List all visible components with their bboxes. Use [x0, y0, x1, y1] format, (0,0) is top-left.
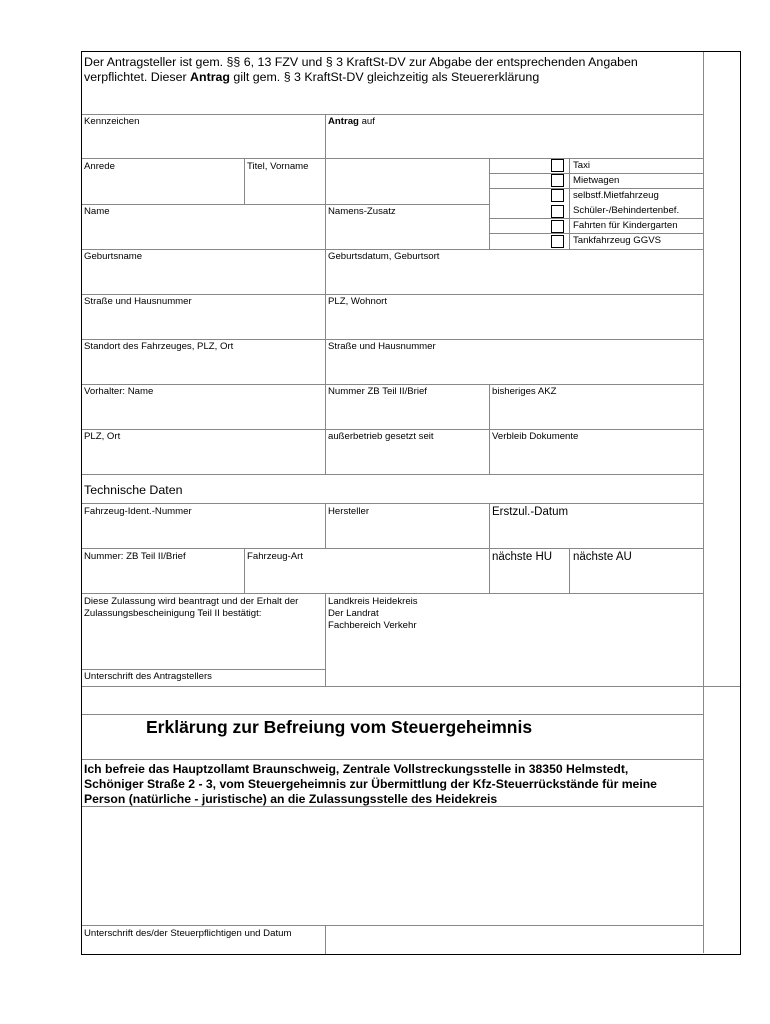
nummer-zb-brief-field[interactable]	[328, 399, 486, 427]
waiver-line-3: Person (natürliche - juristische) an die Zulassungsstelle des Heidekreis	[84, 792, 498, 806]
row-divider	[82, 204, 489, 205]
fahrzeug-art-field[interactable]	[247, 564, 487, 591]
row-divider	[82, 686, 740, 687]
option-label-taxi: Taxi	[573, 160, 591, 171]
strasse-hausnummer-field[interactable]	[84, 309, 322, 337]
intro-antrag-bold: Antrag	[190, 70, 230, 84]
vorhalter-name-field[interactable]	[84, 399, 322, 427]
standort-strasse-field[interactable]	[328, 354, 700, 382]
name-field[interactable]	[84, 219, 322, 247]
geburtsname-field[interactable]	[84, 264, 322, 292]
authority-line-2: Der Landrat	[328, 608, 379, 619]
label-nummer-zb: Nummer: ZB Teil II/Brief	[84, 551, 186, 562]
namens-zusatz-field[interactable]	[328, 219, 486, 247]
col-divider	[569, 158, 570, 249]
option-label-schueler-behindertenbef: Schüler-/Behindertenbef.	[573, 205, 680, 216]
col-divider	[325, 593, 326, 686]
col-divider	[569, 548, 570, 593]
bisheriges-akz-field[interactable]	[492, 399, 700, 427]
row-divider	[82, 759, 703, 760]
naechste-hu-field[interactable]	[492, 566, 567, 591]
row-divider	[82, 339, 703, 340]
col-divider	[244, 158, 245, 204]
label-geburtsdatum-ort: Geburtsdatum, Geburtsort	[328, 251, 440, 262]
ausserbetrieb-field[interactable]	[328, 444, 486, 472]
col-divider	[325, 249, 326, 474]
waiver-line-2: Schöniger Straße 2 - 3, vom Steuergeheimnis zur Übermittlung der Kfz-Steuerrückstände für meine	[84, 777, 657, 791]
checkbox-tankfahrzeug-ggvs[interactable]	[551, 235, 564, 248]
row-divider	[82, 294, 703, 295]
checkbox-mietwagen[interactable]	[551, 174, 564, 187]
plz-ort-field[interactable]	[84, 444, 322, 472]
confirmation-line-1: Diese Zulassung wird beantragt und der Erhalt der	[84, 596, 299, 607]
row-divider	[82, 429, 703, 430]
nummer-zb-field[interactable]	[84, 564, 242, 591]
label-strasse-hausnummer: Straße und Hausnummer	[84, 296, 192, 307]
authority-line-1: Landkreis Heidekreis	[328, 596, 418, 607]
label-erstzul-datum: Erstzul.-Datum	[492, 506, 569, 518]
label-fahrzeug-ident-nummer: Fahrzeug-Ident.-Nummer	[84, 506, 192, 517]
fahrzeug-ident-nummer-field[interactable]	[84, 519, 322, 546]
intro-line-2-suffix: gilt gem. § 3 KraftSt-DV gleichzeitig als Steuererklärung	[229, 70, 540, 84]
signature-taxpayer-label: Unterschrift des/der Steuerpflichtigen und Datum	[84, 928, 292, 939]
row-divider	[82, 384, 703, 385]
geburtsdatum-ort-field[interactable]	[328, 264, 700, 292]
row-divider	[82, 158, 703, 159]
erstzul-datum-field[interactable]	[492, 521, 700, 546]
naechste-au-field[interactable]	[573, 566, 700, 591]
label-anrede: Anrede	[84, 161, 115, 172]
checkbox-fahrten-kindergarten[interactable]	[551, 220, 564, 233]
row-divider	[82, 669, 325, 670]
antrag-bold: Antrag	[328, 116, 359, 127]
label-plz-ort: PLZ, Ort	[84, 431, 121, 442]
label-naechste-hu: nächste HU	[492, 551, 553, 563]
antrag-rest: auf	[358, 116, 375, 127]
row-divider	[82, 548, 703, 549]
signature-taxpayer-field[interactable]	[328, 928, 700, 952]
titel-vorname-field[interactable]	[247, 174, 487, 202]
label-standort: Standort des Fahrzeuges, PLZ, Ort	[84, 341, 234, 352]
label-ausserbetrieb: außerbetrieb gesetzt seit	[328, 431, 434, 442]
label-naechste-au: nächste AU	[573, 551, 632, 563]
label-hersteller: Hersteller	[328, 506, 370, 517]
standort-field[interactable]	[84, 354, 322, 382]
col-divider	[489, 384, 490, 474]
anrede-field[interactable]	[84, 174, 242, 202]
col-divider	[325, 925, 326, 954]
option-label-selbstf-mietfahrzeug: selbstf.Mietfahrzeug	[573, 190, 659, 201]
label-titel-vorname: Titel, Vorname	[247, 161, 309, 172]
label-antrag-auf	[328, 116, 375, 128]
label-verbleib-dokumente: Verbleib Dokumente	[492, 431, 579, 442]
label-namens-zusatz: Namens-Zusatz	[328, 206, 396, 217]
row-divider	[82, 114, 703, 115]
plz-wohnort-field[interactable]	[328, 309, 700, 337]
label-nummer-zb-brief: Nummer ZB Teil II/Brief	[328, 386, 427, 397]
signature-applicant-field[interactable]	[84, 622, 322, 667]
col-divider	[325, 503, 326, 548]
row-divider	[82, 925, 703, 926]
option-label-fahrten-kindergarten: Fahrten für Kindergarten	[573, 220, 678, 231]
option-label-tankfahrzeug-ggvs: Tankfahrzeug GGVS	[573, 235, 661, 246]
signature-taxpayer-area[interactable]	[84, 809, 700, 922]
row-divider	[82, 714, 703, 715]
confirmation-line-2: Zulassungsbescheinigung Teil II bestätigt:	[84, 608, 262, 619]
option-divider	[489, 233, 703, 234]
checkbox-selbstf-mietfahrzeug[interactable]	[551, 189, 564, 202]
row-divider	[82, 593, 703, 594]
label-name: Name	[84, 206, 110, 217]
label-bisheriges-akz: bisheriges AKZ	[492, 386, 557, 397]
checkbox-schueler-behindertenbef[interactable]	[551, 205, 564, 218]
waiver-line-1: Ich befreie das Hauptzollamt Braunschweig, Zentrale Vollstreckungsstelle in 38350 Helmstedt,	[84, 762, 629, 776]
option-divider	[489, 188, 703, 189]
col-divider	[244, 548, 245, 593]
col-divider	[489, 158, 490, 249]
authority-line-3: Fachbereich Verkehr	[328, 620, 417, 631]
label-fahrzeug-art: Fahrzeug-Art	[247, 551, 303, 562]
label-standort-strasse: Straße und Hausnummer	[328, 341, 436, 352]
row-divider	[82, 249, 703, 250]
option-divider	[489, 218, 703, 219]
intro-line-2-prefix: verpflichtet. Dieser	[84, 70, 191, 84]
option-divider	[489, 173, 703, 174]
right-margin-divider	[703, 52, 704, 953]
row-divider	[82, 503, 703, 504]
intro-line-1: Der Antragsteller ist gem. §§ 6, 13 FZV und § 3 KraftSt-DV zur Abgabe der entsprechenden Angaben	[84, 55, 638, 69]
row-divider	[82, 474, 703, 475]
kennzeichen-field[interactable]	[84, 130, 322, 156]
verbleib-dokumente-field[interactable]	[492, 444, 700, 472]
label-vorhalter-name: Vorhalter: Name	[84, 386, 154, 397]
checkbox-taxi[interactable]	[551, 159, 564, 172]
technische-daten-heading: Technische Daten	[84, 483, 183, 497]
option-label-mietwagen: Mietwagen	[573, 175, 620, 186]
intro-line-2	[84, 70, 539, 85]
label-plz-wohnort: PLZ, Wohnort	[328, 296, 388, 307]
col-divider	[489, 503, 490, 593]
label-kennzeichen: Kennzeichen	[84, 116, 140, 127]
waiver-title: Erklärung zur Befreiung vom Steuergeheimnis	[146, 717, 533, 737]
label-geburtsname: Geburtsname	[84, 251, 143, 262]
signature-applicant-label: Unterschrift des Antragstellers	[84, 671, 212, 682]
hersteller-field[interactable]	[328, 519, 486, 546]
